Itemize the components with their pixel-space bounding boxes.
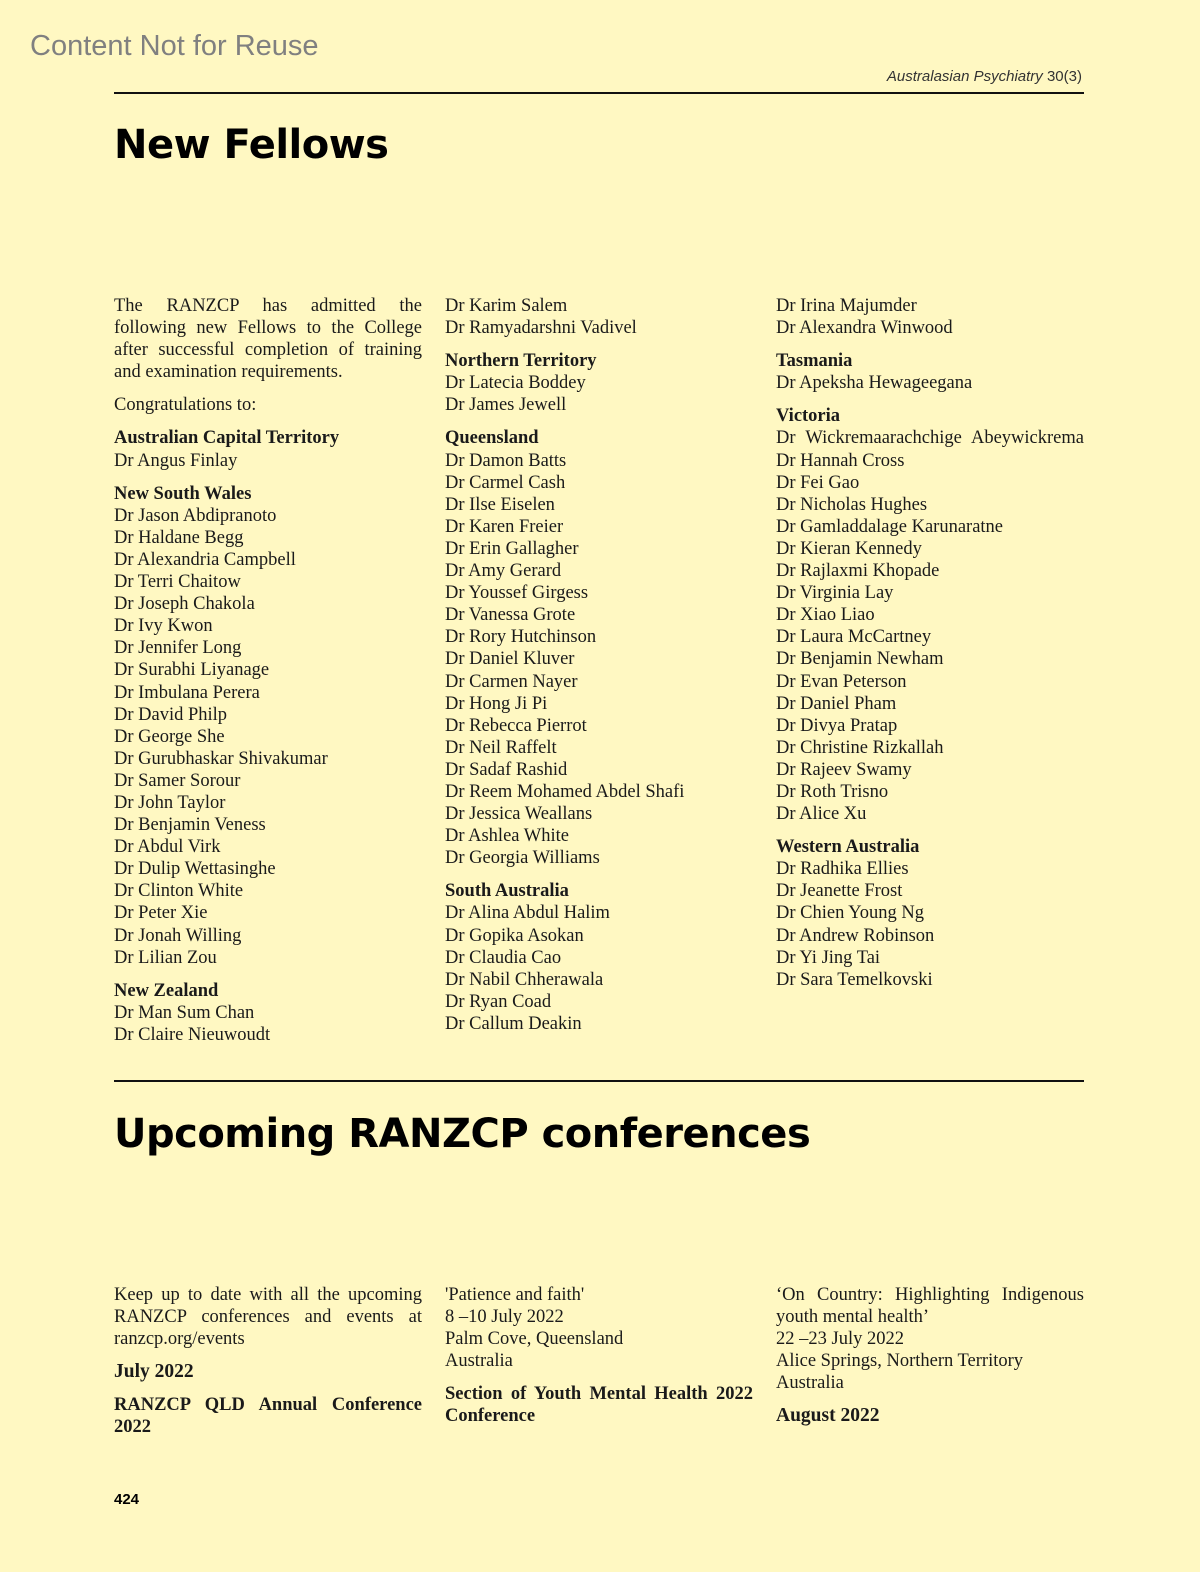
fellow-name: Dr Alice Xu: [776, 804, 867, 825]
event-2-theme: ‘On Country: Highlighting Indigenous youth mental health’: [776, 1285, 1084, 1328]
region-sa-continued: [776, 295, 1084, 339]
fellow-name: Dr Xiao Liao: [776, 605, 875, 626]
event-2-country: Australia: [776, 1373, 844, 1394]
fellow-name: Dr Ashlea White: [445, 826, 569, 847]
month-heading-august: August 2022: [776, 1405, 880, 1427]
fellow-name: Dr Jason Abdipranoto: [114, 505, 277, 526]
fellow-name: Dr Kieran Kennedy: [776, 538, 922, 559]
fellow-name: Dr Latecia Boddey: [445, 373, 586, 394]
fellow-name: Dr James Jewell: [445, 395, 567, 416]
fellow-name: Dr Jessica Weallans: [445, 804, 593, 825]
fellow-name: Dr Surabhi Liyanage: [114, 660, 270, 681]
fellow-name: Dr Andrew Robinson: [776, 925, 935, 946]
fellow-name: Dr Gamladdalage Karunaratne: [776, 516, 1004, 537]
fellow-name: Dr Joseph Chakola: [114, 594, 255, 615]
fellow-name: Dr Divya Pratap: [776, 715, 898, 736]
region-act: [114, 427, 422, 471]
fellow-name: Dr Clinton White: [114, 881, 244, 902]
fellow-name: Dr Damon Batts: [445, 450, 567, 471]
header-rule: [114, 92, 1084, 94]
event-1-place: Palm Cove, Queensland: [445, 1329, 624, 1350]
fellow-name: Dr Alina Abdul Halim: [445, 903, 610, 924]
fellows-column-3: [776, 295, 1084, 991]
fellow-name: Dr Imbulana Perera: [114, 682, 260, 703]
running-head: [887, 68, 1082, 85]
fellow-name: Dr Angus Finlay: [114, 450, 238, 471]
fellow-name: Dr Daniel Kluver: [445, 649, 575, 670]
fellow-name: Dr Roth Trisno: [776, 781, 889, 802]
region-vic: [776, 405, 1084, 825]
event-2-name: Section of Youth Mental Health 2022 Conference: [445, 1384, 753, 1427]
region-heading: Queensland: [445, 428, 539, 449]
region-nt: [445, 350, 753, 416]
fellow-name: Dr Laura McCartney: [776, 627, 932, 648]
fellow-name: Dr Jennifer Long: [114, 638, 242, 659]
region-sa: [445, 880, 753, 1035]
fellow-name: Dr Rory Hutchinson: [445, 627, 597, 648]
fellows-intro: The RANZCP has admitted the following new Fellows to the College after successful completion of training and examination requirements.: [114, 296, 422, 383]
region-heading: Northern Territory: [445, 351, 597, 372]
region-heading: Western Australia: [776, 837, 920, 858]
fellow-name: Dr Rajeev Swamy: [776, 759, 912, 780]
fellow-name: Dr Jonah Willing: [114, 925, 242, 946]
month-heading-july: July 2022: [114, 1361, 194, 1383]
fellow-name: Dr Hong Ji Pi: [445, 693, 548, 714]
fellow-name: Dr Haldane Begg: [114, 527, 244, 548]
fellow-name: Dr Ramyadarshni Vadivel: [445, 318, 637, 339]
fellow-name: Dr Sadaf Rashid: [445, 759, 568, 780]
fellows-column-2: [445, 295, 753, 1035]
fellow-name: Dr Benjamin Newham: [776, 649, 944, 670]
fellow-name: Dr Claire Nieuwoudt: [114, 1024, 271, 1045]
fellow-name: Dr Terri Chaitow: [114, 572, 241, 593]
region-qld: [445, 427, 753, 869]
event-1-country: Australia: [445, 1351, 513, 1372]
fellow-name: Dr Lilian Zou: [114, 947, 217, 968]
fellow-name: Dr Alexandria Campbell: [114, 549, 296, 570]
fellow-name: Dr Samer Sorour: [114, 770, 241, 791]
fellow-name: Dr Reem Mohamed Abdel Shafi: [445, 781, 685, 802]
fellow-name: Dr Rebecca Pierrot: [445, 715, 587, 736]
region-heading: South Australia: [445, 881, 569, 902]
fellow-name: Dr Chien Young Ng: [776, 903, 925, 924]
fellow-name: Dr Man Sum Chan: [114, 1002, 255, 1023]
event-2-dates: 22 –23 July 2022: [776, 1329, 904, 1350]
page-number: 424: [114, 1491, 140, 1508]
fellow-name: Dr Nicholas Hughes: [776, 494, 928, 515]
fellow-name: Dr Karen Freier: [445, 516, 564, 537]
fellow-name: Dr Gurubhaskar Shivakumar: [114, 748, 328, 769]
event-2-place: Alice Springs, Northern Territory: [776, 1351, 1024, 1372]
fellow-name: Dr Erin Gallagher: [445, 538, 579, 559]
fellow-name: Dr Benjamin Veness: [114, 815, 266, 836]
conferences-column-1: [114, 1284, 422, 1439]
fellow-name: Dr Christine Rizkallah: [776, 737, 944, 758]
fellow-name: Dr Abdul Virk: [114, 837, 221, 858]
fellow-name: Dr Hannah Cross: [776, 450, 905, 471]
fellow-name: Dr Amy Gerard: [445, 561, 562, 582]
region-heading: Australian Capital Territory: [114, 428, 340, 449]
region-nz: [114, 980, 422, 1046]
conferences-column-2: [445, 1284, 753, 1428]
fellow-name: Dr David Philp: [114, 704, 228, 725]
event-1-name: RANZCP QLD Annual Conference 2022: [114, 1395, 422, 1438]
region-heading: New South Wales: [114, 483, 252, 504]
fellow-name: Dr Wickremaarachchige Abeywickrema: [776, 428, 1084, 449]
conferences-intro: Keep up to date with all the upcoming RANZCP conferences and events at ranzcp.org/events: [114, 1285, 422, 1350]
fellow-name: Dr Peter Xie: [114, 903, 208, 924]
fellow-name: Dr George She: [114, 726, 225, 747]
fellow-name: Dr Carmen Nayer: [445, 671, 578, 692]
region-heading: Tasmania: [776, 351, 853, 372]
fellow-name: Dr Rajlaxmi Khopade: [776, 561, 940, 582]
conferences-column-3: [776, 1284, 1084, 1428]
fellow-name: Dr Ivy Kwon: [114, 616, 213, 637]
fellow-name: Dr Ilse Eiselen: [445, 494, 555, 515]
fellow-name: Dr Callum Deakin: [445, 1013, 582, 1034]
region-tas: [776, 350, 1084, 394]
fellow-name: Dr Karim Salem: [445, 296, 568, 316]
fellows-column-1: [114, 295, 422, 1046]
region-nz-continued: [445, 295, 753, 339]
journal-issue: 30(3): [1046, 68, 1082, 85]
fellow-name: Dr Sara Temelkovski: [776, 969, 933, 990]
fellow-name: Dr Georgia Williams: [445, 848, 600, 869]
fellow-name: Dr Claudia Cao: [445, 947, 562, 968]
fellow-name: Dr Ryan Coad: [445, 991, 552, 1012]
conferences-title: Upcoming RANZCP conferences: [114, 1111, 811, 1157]
fellow-name: Dr Gopika Asokan: [445, 925, 584, 946]
fellow-name: Dr Vanessa Grote: [445, 605, 576, 626]
region-heading: New Zealand: [114, 980, 219, 1001]
fellow-name: Dr Nabil Chherawala: [445, 969, 604, 990]
section-rule: [114, 1080, 1084, 1082]
watermark: Content Not for Reuse: [30, 30, 319, 62]
region-nsw: [114, 483, 422, 969]
fellow-name: Dr Alexandra Winwood: [776, 318, 953, 339]
fellow-name: Dr Daniel Pham: [776, 693, 897, 714]
fellow-name: Dr Jeanette Frost: [776, 881, 903, 902]
region-wa: [776, 836, 1084, 991]
fellow-name: Dr Evan Peterson: [776, 671, 907, 692]
fellow-name: Dr Yi Jing Tai: [776, 947, 881, 968]
event-1-theme: 'Patience and faith': [445, 1285, 585, 1305]
fellow-name: Dr Neil Raffelt: [445, 737, 557, 758]
journal-title: Australasian Psychiatry: [886, 68, 1043, 85]
fellow-name: Dr John Taylor: [114, 792, 226, 813]
fellow-name: Dr Carmel Cash: [445, 472, 566, 493]
fellow-name: Dr Virginia Lay: [776, 583, 894, 604]
fellow-name: Dr Apeksha Hewageegana: [776, 373, 973, 394]
fellow-name: Dr Radhika Ellies: [776, 859, 909, 880]
fellow-name: Dr Irina Majumder: [776, 296, 917, 316]
event-1-dates: 8 –10 July 2022: [445, 1307, 564, 1328]
fellow-name: Dr Youssef Girgess: [445, 583, 589, 604]
region-heading: Victoria: [776, 406, 841, 427]
congratulations-line: Congratulations to:: [114, 395, 257, 416]
fellow-name: Dr Dulip Wettasinghe: [114, 859, 276, 880]
fellow-name: Dr Fei Gao: [776, 472, 860, 493]
new-fellows-title: New Fellows: [114, 122, 389, 168]
